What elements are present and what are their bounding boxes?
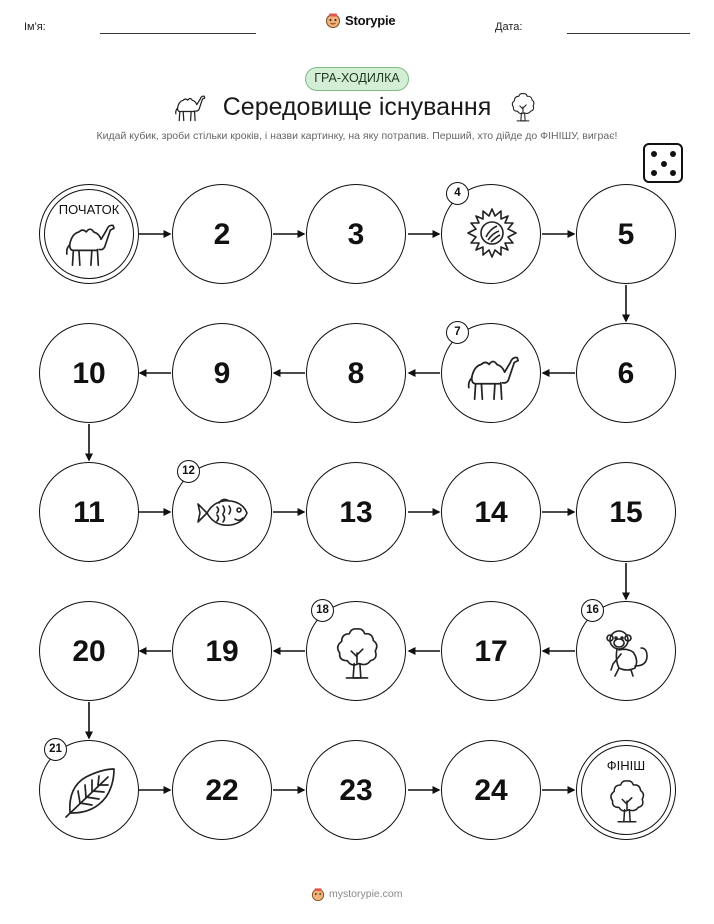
board-space[interactable] [172,601,272,701]
camel-icon [464,350,522,402]
board-space[interactable] [306,323,406,423]
board-space[interactable] [172,323,272,423]
tree-icon [333,624,381,682]
picture-space[interactable] [39,740,139,840]
page-title: Середовище існування [222,93,492,121]
camel-icon [62,219,118,267]
space-number-badge: 21 [44,738,67,761]
start-label: ПОЧАТОК [58,202,120,217]
name-label: Ім'я: [24,21,46,33]
space-number: 20 [72,635,106,668]
board-space[interactable] [441,462,541,562]
picture-space[interactable] [172,462,272,562]
space-number: 11 [73,496,105,529]
board-space[interactable] [306,184,406,284]
space-number: 5 [617,218,635,251]
footer [311,887,403,901]
space-number: 10 [72,357,106,390]
footer-url[interactable]: mystorypie.com [329,888,403,900]
space-number-badge: 12 [177,460,200,483]
board-space[interactable] [576,323,676,423]
brand-name: Storypie [345,12,396,28]
space-number: 13 [339,496,373,529]
space-number: 2 [213,218,231,251]
picture-space[interactable] [441,184,541,284]
board-space[interactable] [39,323,139,423]
board-space[interactable] [39,601,139,701]
start-space[interactable] [39,184,139,284]
board-space[interactable] [576,462,676,562]
board-space[interactable] [306,462,406,562]
finish-label: ФІНІШ [606,758,646,773]
board-space[interactable] [172,740,272,840]
fish-icon [195,493,251,533]
space-number: 15 [609,496,643,529]
space-number: 19 [205,635,239,668]
board-space[interactable] [39,462,139,562]
picture-space[interactable] [441,323,541,423]
space-number-badge: 4 [446,182,469,205]
space-number: 22 [205,774,239,807]
space-number: 9 [213,357,231,390]
space-number: 14 [474,496,508,529]
board-space[interactable] [306,740,406,840]
leaf-icon [64,765,118,819]
space-number: 24 [474,774,508,807]
game-type-badge: ГРА-ХОДИЛКА [305,67,409,91]
space-number-badge: 18 [311,599,334,622]
space-number: 6 [617,357,635,390]
space-number: 8 [347,357,365,390]
monkey-icon [601,626,653,678]
board-space[interactable] [441,601,541,701]
board-space[interactable] [172,184,272,284]
finish-space[interactable] [576,740,676,840]
board-space[interactable] [576,184,676,284]
space-number: 17 [474,635,508,668]
pie-mascot-icon [311,887,325,901]
space-number-badge: 7 [446,321,469,344]
picture-space[interactable] [306,601,406,701]
tree-icon [607,777,647,825]
instructions: Кидай кубик, зроби стільки кроків, і назви картинку, на яку потрапив. Перший, хто дійде до ФІНІШУ, виграє! [96,130,618,142]
space-number-badge: 16 [581,599,604,622]
space-number: 23 [339,774,373,807]
picture-space[interactable] [576,601,676,701]
date-label: Дата: [495,21,523,33]
sun-icon [466,207,518,259]
board-space[interactable] [441,740,541,840]
space-number: 3 [347,218,365,251]
